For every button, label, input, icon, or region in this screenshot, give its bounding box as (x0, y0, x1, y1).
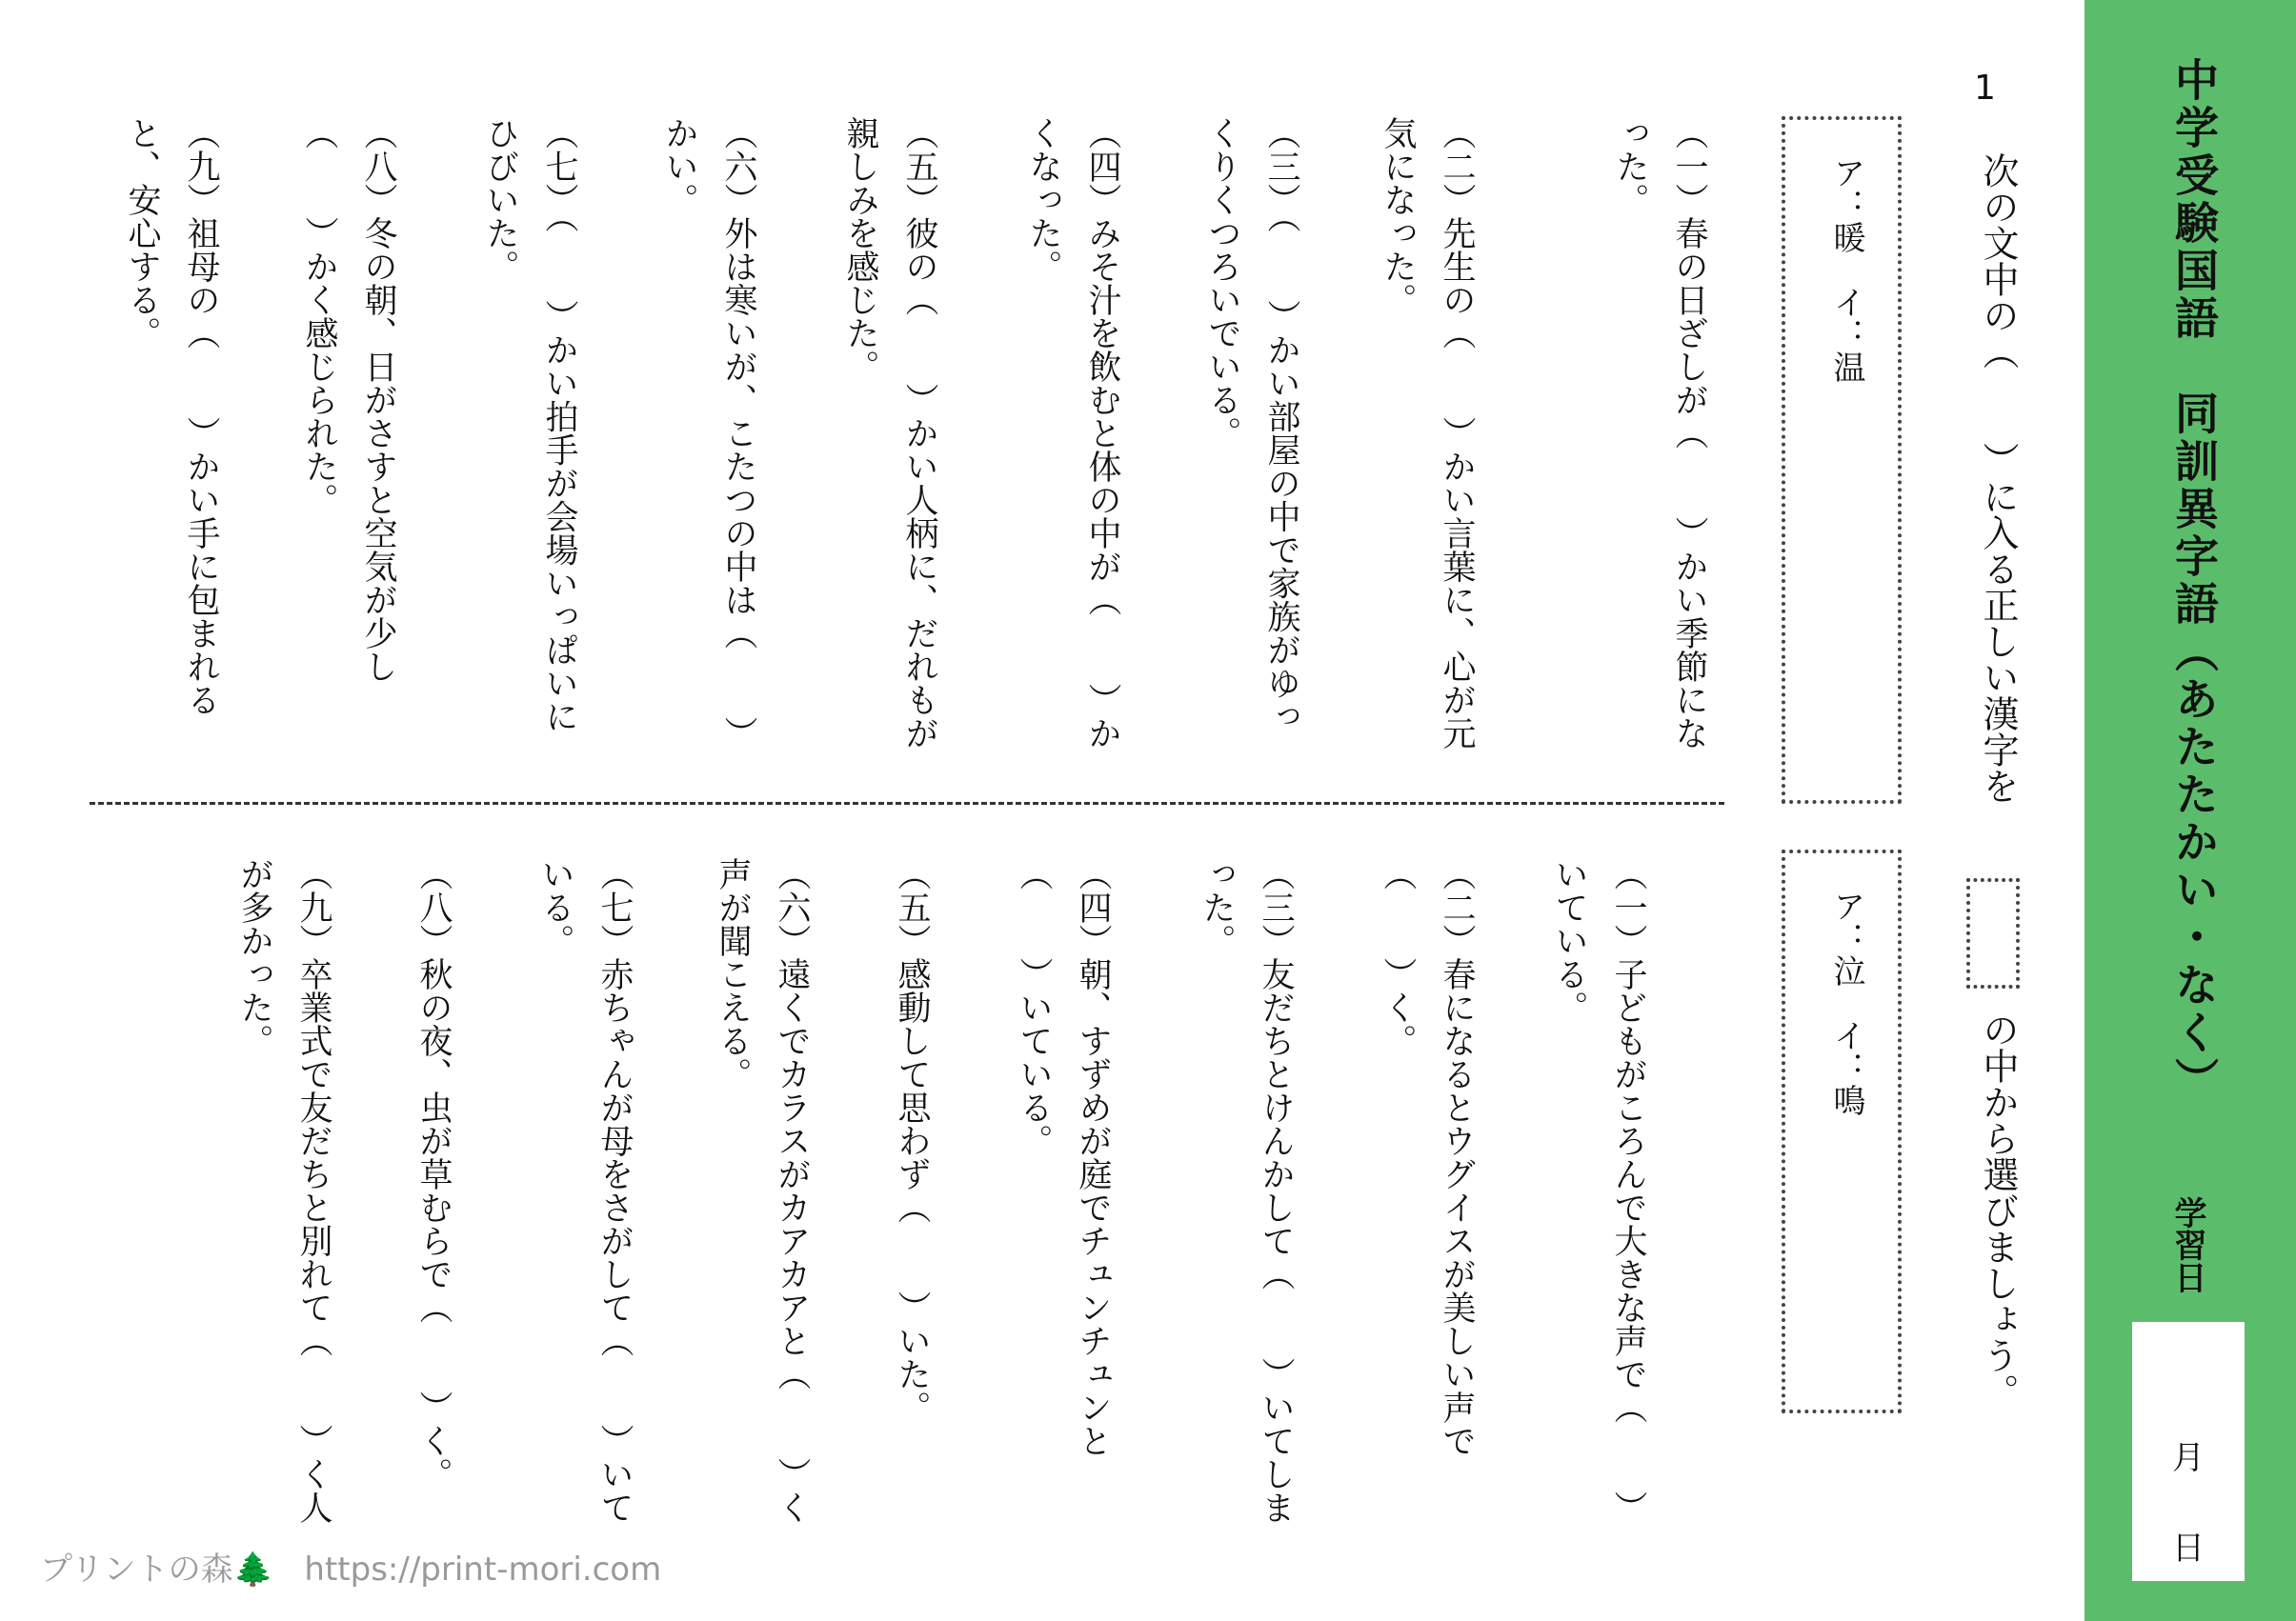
footer (40, 1543, 661, 1590)
day-label: 日 (2172, 1530, 2205, 1568)
page-title: 中学受験国語 同訓異字語（あたたかい・なく） (2168, 57, 2220, 1105)
question-b-2: （二）春になるとウグイスが美しい声で（ ）く。 (1379, 857, 1476, 1457)
question-a-3: （三）（ ）かい部屋の中で家族がゆっくりくつろいでいる。 (1203, 116, 1300, 733)
instruction-text: 次の文中の（ ）に入る正しい漢字を (1977, 152, 2019, 804)
question-b-1: （一）子どもがころんで大きな声で（ ）いている。 (1550, 857, 1647, 1524)
tree-icon: 🌲 (232, 1551, 273, 1589)
question-number: 1 (1974, 69, 1996, 108)
question-a-8: （八）冬の朝、日がさすと空気が少し（ ）かく感じられた。 (300, 116, 397, 683)
question-b-5: （五）感動して思わず（ ）いた。 (893, 857, 931, 1424)
choice-options: ア：暖 イ：温 (1827, 156, 1865, 383)
question-a-4: （四）みそ汁を飲むと体の中が（ ）かくなった。 (1024, 116, 1121, 750)
question-b-3: （三）友だちとけんかして（ ）いてしまった。 (1198, 857, 1295, 1524)
question-b-4: （四）朝、すずめが庭でチュンチュンと（ ）いている。 (1015, 857, 1112, 1457)
question-b-8: （八）秋の夜、虫が草むらで（ ）く。 (414, 857, 453, 1491)
choice-options: ア：泣 イ：鳴 (1827, 890, 1865, 1116)
choice-box-naku (1782, 850, 1902, 1413)
question-b-9: （九）卒業式で友だちと別れて（ ）く人が多かった。 (235, 857, 332, 1524)
instruction-text-end: の中から選びましょう。 (1977, 1011, 2019, 1410)
instruction-box-symbol (1966, 878, 2020, 989)
question-a-1: （一）春の日ざしが（ ）かい季節になった。 (1611, 116, 1708, 750)
month-label: 月 (2172, 1439, 2205, 1477)
site-name: プリントの森 (40, 1551, 233, 1589)
choice-box-atatakai (1782, 116, 1902, 804)
question-b-7: （七）赤ちゃんが母をさがして（ ）いている。 (536, 857, 634, 1524)
site-url-link[interactable]: https://print-mori.com (304, 1551, 662, 1589)
section-divider (90, 802, 1724, 805)
study-date-label: 学習日 (2168, 1196, 2206, 1293)
date-field[interactable] (2132, 1322, 2245, 1581)
question-b-6: （六）遠くでカラスがカアカアと（ ）く声が聞こえる。 (714, 857, 811, 1524)
question-a-6: （六）外は寒いが、こたつの中は（ ）かい。 (660, 116, 757, 750)
question-a-2: （二）先生の（ ）かい言葉に、心が元気になった。 (1379, 116, 1476, 750)
question-a-5: （五）彼の（ ）かい人柄に、だれもが親しみを感じた。 (841, 116, 938, 750)
question-a-9: （九）祖母の（ ）かい手に包まれると、安心する。 (123, 116, 220, 716)
question-a-7: （七）（ ）かい拍手が会場いっぱいにひびいた。 (481, 116, 578, 733)
